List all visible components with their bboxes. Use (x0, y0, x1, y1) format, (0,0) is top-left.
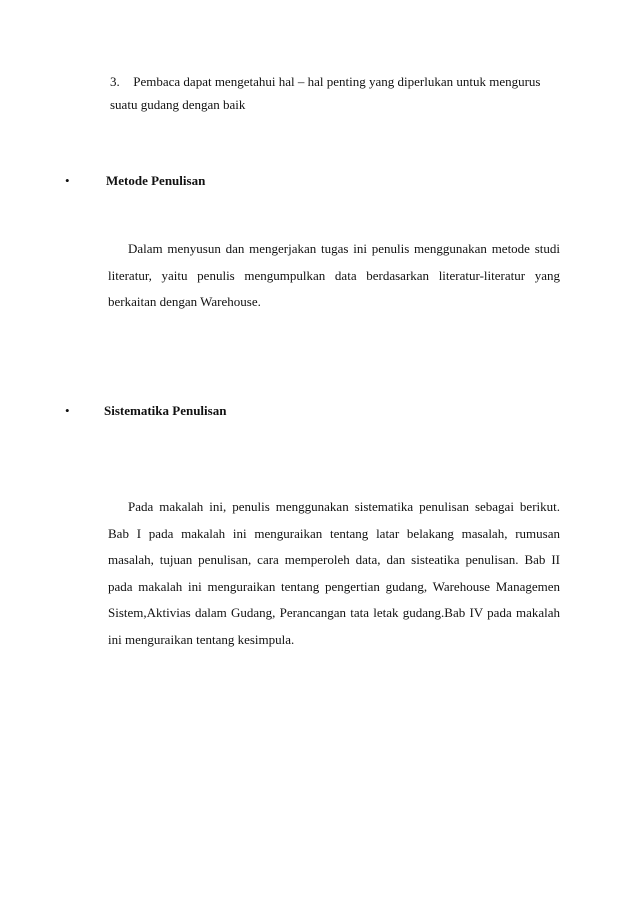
section-paragraph-metode: Dalam menyusun dan mengerjakan tugas ini penulis menggunakan metode studi literatur, yaitu penulis mengumpulkan data berdasarkan literatur-literatur yang berkaitan dengan Warehouse. (108, 241, 560, 309)
bullet-icon: • (65, 173, 70, 188)
bullet-icon: • (65, 403, 70, 418)
numbered-item-line1 (110, 70, 580, 93)
section-heading-sistematika: Sistematika Penulisan (104, 403, 227, 418)
numbered-list-item (110, 70, 580, 116)
section-heading-metode: Metode Penulisan (106, 173, 206, 188)
section-paragraph-sistematika: Pada makalah ini, penulis menggunakan sistematika penulisan sebagai berikut. Bab I pada makalah ini menguraikan tentang latar belakang masalah, rumusan masalah, tujuan penulisan, cara memperoleh data, dan sisteatika penulisan. Bab II pada makalah ini menguraikan tentang pengertian gudang, Warehouse Managemen Sistem,Aktivias dalam Gudang, Perancangan tata letak gudang.Bab IV pada makalah ini menguraikan tentang kesimpula. (108, 499, 560, 647)
list-item-text-line2: suatu gudang dengan baik (110, 97, 246, 112)
list-number: 3. (110, 74, 120, 89)
list-item-text-line1: Pembaca dapat mengetahui hal – hal penting yang diperlukan untuk mengurus (133, 74, 541, 89)
